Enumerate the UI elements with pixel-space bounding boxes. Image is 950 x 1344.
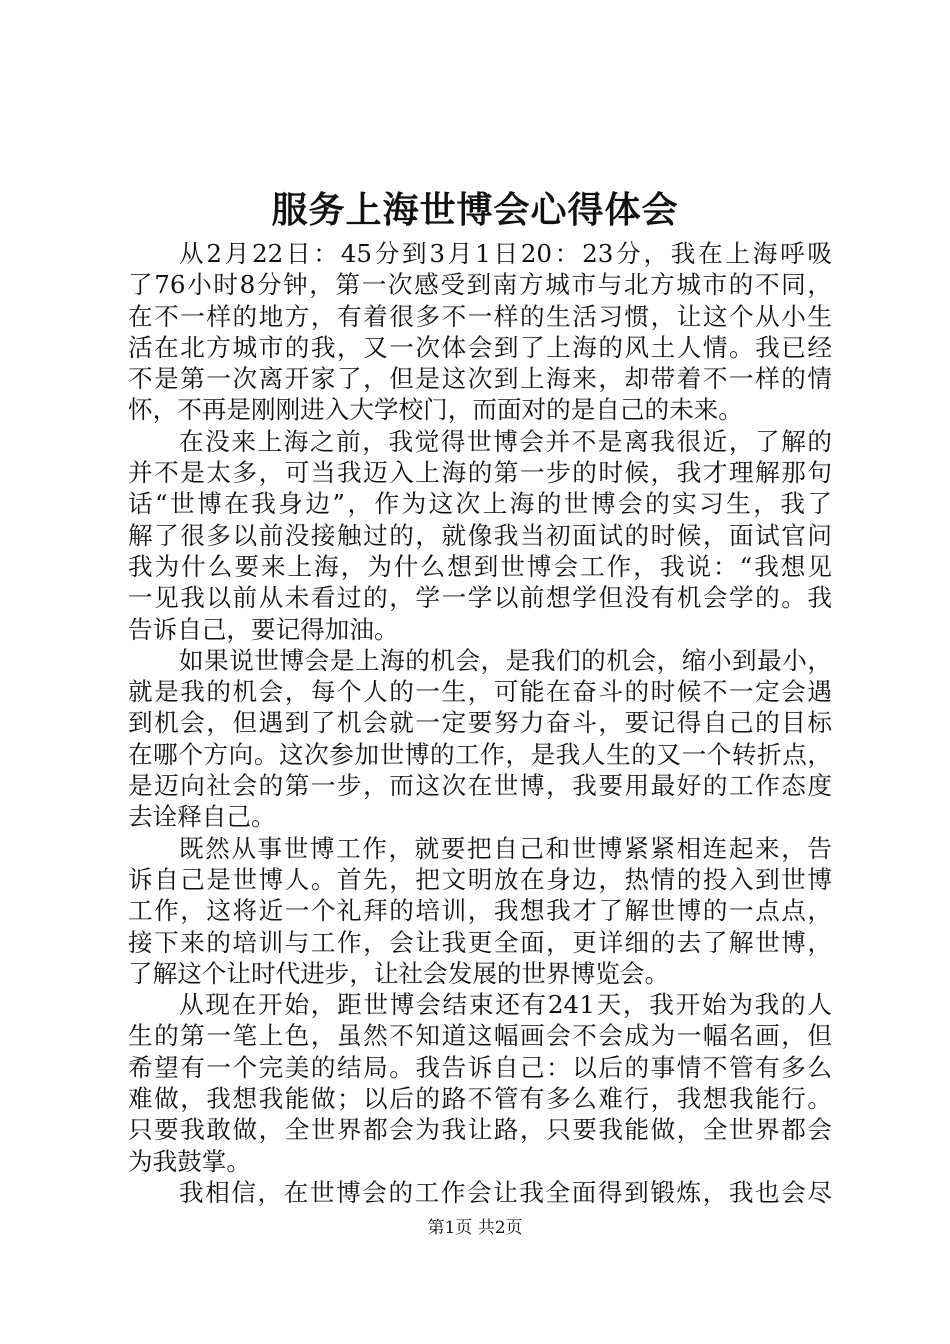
text-line: 并不是太多，可当我迈入上海的第一步的时候，我才理解那句 <box>128 458 832 488</box>
text-line: 告诉自己，要记得加油。 <box>128 614 399 644</box>
text-line: 在哪个方向。这次参加世博的工作，是我人生的又一个转折点， <box>128 739 832 769</box>
text-line: 不是第一次离开家了，但是这次到上海来，却带着不一样的情 <box>128 364 832 394</box>
text-line: 我为什么要来上海，为什么想到世博会工作，我说：“我想见 <box>128 551 832 581</box>
text-line: 到机会，但遇到了机会就一定要努力奋斗，要记得自己的目标 <box>128 708 832 738</box>
text-line: 我相信，在世博会的工作会让我全面得到锻炼，我也会尽 <box>179 1177 832 1207</box>
text-line: 就是我的机会，每个人的一生，可能在奋斗的时候不一定会遇 <box>128 677 832 707</box>
text-line: 了76小时8分钟，第一次感受到南方城市与北方城市的不同， <box>128 270 832 300</box>
text-line: 话“世博在我身边”，作为这次上海的世博会的实习生，我了 <box>128 489 832 519</box>
text-line: 生的第一笔上色，虽然不知道这幅画会不会成为一幅名画，但 <box>128 1021 832 1051</box>
text-line: 解了很多以前没接触过的，就像我当初面试的时候，面试官问 <box>128 520 832 550</box>
text-line: 在没来上海之前，我觉得世博会并不是离我很近，了解的 <box>179 426 832 456</box>
page-footer: 第1页 共2页 <box>427 1218 523 1238</box>
text-line: 如果说世博会是上海的机会，是我们的机会，缩小到最小， <box>179 645 832 675</box>
text-line: 是迈向社会的第一步，而这次在世博，我要用最好的工作态度 <box>128 771 832 801</box>
document-body <box>128 238 832 1208</box>
text-line: 在不一样的地方，有着很多不一样的生活习惯，让这个从小生 <box>128 301 832 331</box>
text-line: 去诠释自己。 <box>128 802 276 832</box>
text-line: 希望有一个完美的结局。我告诉自己：以后的事情不管有多么 <box>128 1052 832 1082</box>
text-line: 接下来的培训与工作，会让我更全面，更详细的去了解世博， <box>128 927 832 957</box>
text-line: 活在北方城市的我，又一次体会到了上海的风土人情。我已经 <box>128 332 832 362</box>
text-line: 为我鼓掌。 <box>128 1146 251 1176</box>
text-line: 工作，这将近一个礼拜的培训，我想我才了解世博的一点点， <box>128 896 832 926</box>
text-line: 一见我以前从未看过的，学一学以前想学但没有机会学的。我 <box>128 583 832 613</box>
text-line: 怀，不再是刚刚进入大学校门，而面对的是自己的未来。 <box>128 395 743 425</box>
text-line: 了解这个让时代进步，让社会发展的世界博览会。 <box>128 958 670 988</box>
text-line: 从现在开始，距世博会结束还有241天，我开始为我的人 <box>179 990 832 1020</box>
text-line: 既然从事世博工作，就要把自己和世博紧紧相连起来，告 <box>179 833 832 863</box>
text-line: 难做，我想我能做；以后的路不管有多么难行，我想我能行。 <box>128 1084 832 1114</box>
text-line: 诉自己是世博人。首先，把文明放在身边，热情的投入到世博 <box>128 864 832 894</box>
text-line: 只要我敢做，全世界都会为我让路，只要我能做，全世界都会 <box>128 1115 832 1145</box>
document-title: 服务上海世博会心得体会 <box>271 189 679 231</box>
text-line: 从2月22日：45分到3月1日20：23分，我在上海呼吸 <box>179 239 832 268</box>
